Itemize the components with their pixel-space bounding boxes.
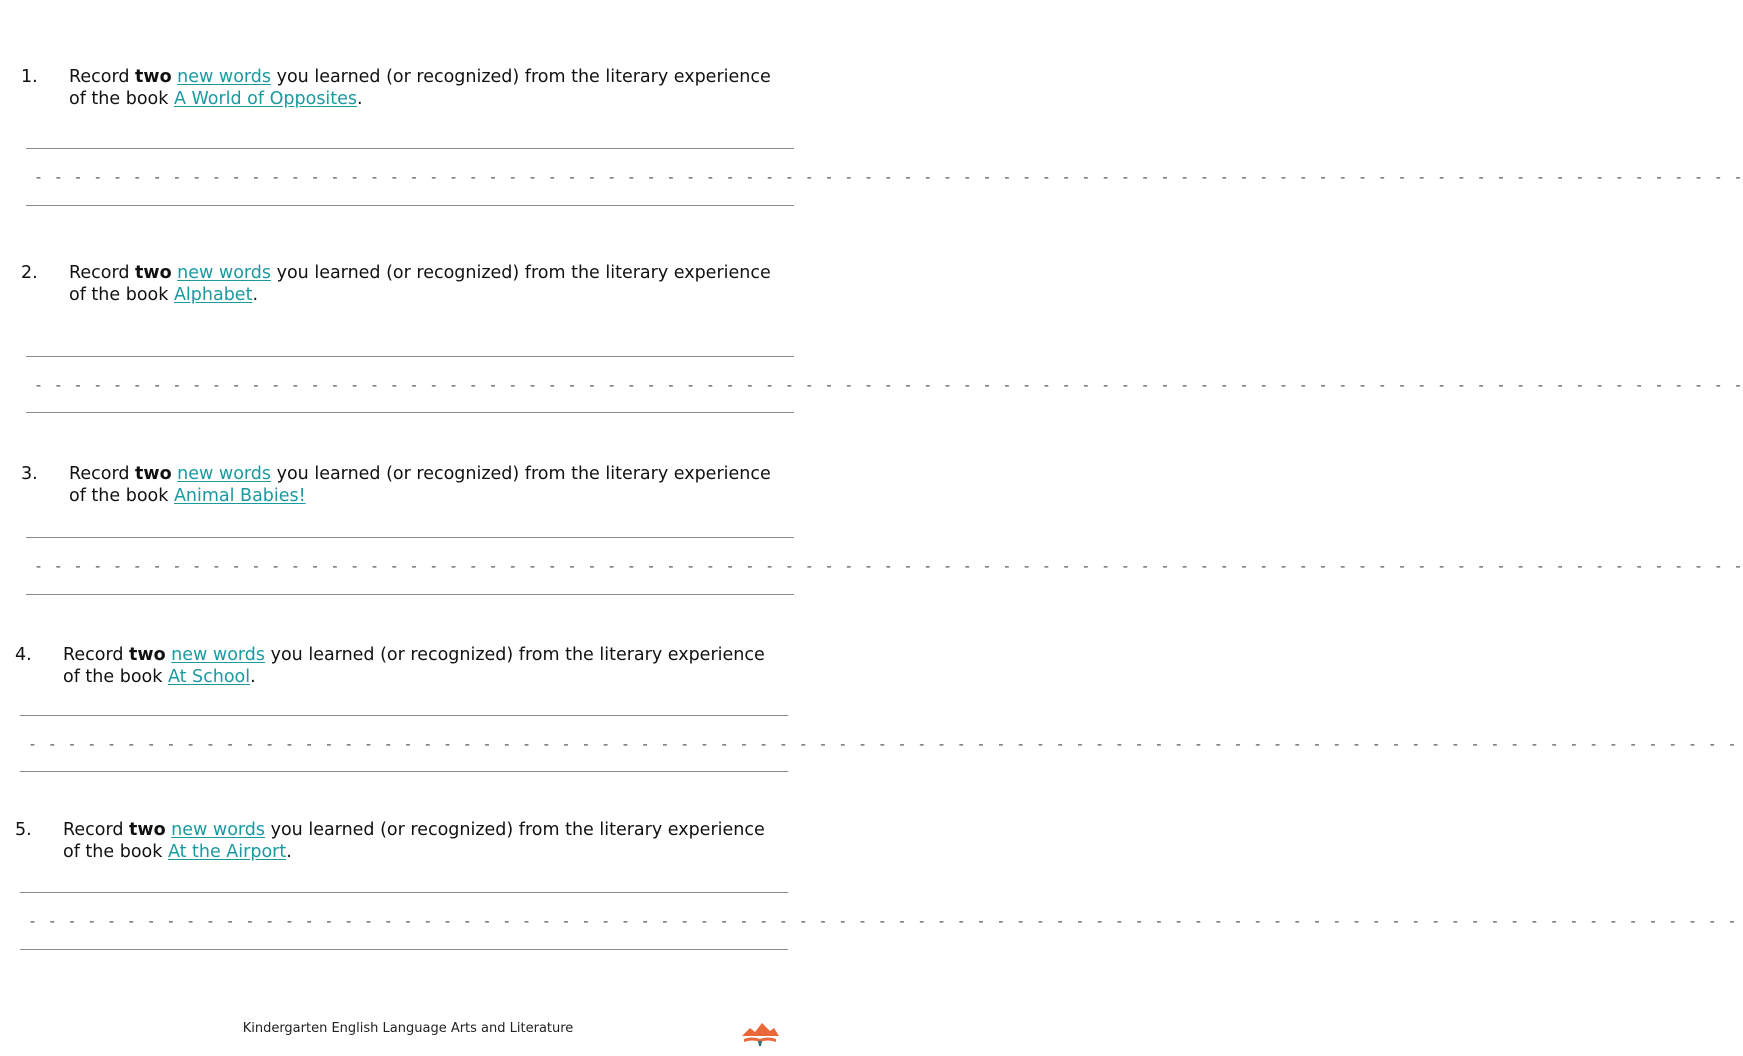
- question-text: Record two new words you learned (or recognized) from the literary experience of the book At the Airport.: [63, 820, 765, 862]
- book-title-link[interactable]: Alphabet: [173, 285, 253, 305]
- question-number: 3.: [21, 464, 38, 484]
- book-mountain-logo-icon: [740, 1020, 780, 1048]
- book-title-link[interactable]: At School: [167, 667, 251, 687]
- new-words-link[interactable]: new words: [177, 67, 272, 87]
- book-title-link[interactable]: At the Airport: [167, 842, 287, 862]
- answer-line-dashed[interactable]: - - - - - - - - - - - - - - - - - - - - - - - - - - - - - - - - - - - - - - - - - - - - - - - - - - - - - - - - - - - - - - - - - - - - - - - - - - - - - - - - - - - - - - -: [28, 735, 1738, 753]
- answer-line-top[interactable]: [26, 148, 794, 149]
- answer-line-bottom[interactable]: [26, 205, 794, 206]
- emphasis-two: two: [135, 263, 172, 283]
- question-text: Record two new words you learned (or recognized) from the literary experience of the book Alphabet.: [69, 263, 771, 305]
- new-words-link[interactable]: new words: [171, 645, 266, 665]
- answer-line-bottom[interactable]: [20, 949, 788, 950]
- answer-line-dashed[interactable]: - - - - - - - - - - - - - - - - - - - - - - - - - - - - - - - - - - - - - - - - - - - - - - - - - - - - - - - - - - - - - - - - - - - - - - - - - - - - - - - - - - - - - - -: [34, 376, 1743, 394]
- answer-line-top[interactable]: [20, 715, 788, 716]
- book-title-link[interactable]: Animal Babies!: [173, 486, 306, 506]
- answer-line-top[interactable]: [26, 537, 794, 538]
- question-number: 5.: [15, 820, 32, 840]
- answer-line-top[interactable]: [20, 892, 788, 893]
- new-words-link[interactable]: new words: [171, 820, 266, 840]
- emphasis-two: two: [135, 67, 172, 87]
- question-text: Record two new words you learned (or recognized) from the literary experience of the book Animal Babies!: [69, 464, 771, 506]
- book-title-link[interactable]: A World of Opposites: [173, 89, 358, 109]
- emphasis-two: two: [129, 820, 166, 840]
- answer-line-dashed[interactable]: - - - - - - - - - - - - - - - - - - - - - - - - - - - - - - - - - - - - - - - - - - - - - - - - - - - - - - - - - - - - - - - - - - - - - - - - - - - - - - - - - - - - - - -: [28, 912, 1738, 930]
- answer-line-dashed[interactable]: - - - - - - - - - - - - - - - - - - - - - - - - - - - - - - - - - - - - - - - - - - - - - - - - - - - - - - - - - - - - - - - - - - - - - - - - - - - - - - - - - - - - - - -: [34, 557, 1743, 575]
- question-number: 4.: [15, 645, 32, 665]
- answer-line-top[interactable]: [26, 356, 794, 357]
- new-words-link[interactable]: new words: [177, 263, 272, 283]
- answer-line-bottom[interactable]: [20, 771, 788, 772]
- answer-line-bottom[interactable]: [26, 412, 794, 413]
- emphasis-two: two: [129, 645, 166, 665]
- answer-line-dashed[interactable]: - - - - - - - - - - - - - - - - - - - - - - - - - - - - - - - - - - - - - - - - - - - - - - - - - - - - - - - - - - - - - - - - - - - - - - - - - - - - - - - - - - - - - - -: [34, 168, 1743, 186]
- question-number: 1.: [21, 67, 38, 87]
- emphasis-two: two: [135, 464, 172, 484]
- new-words-link[interactable]: new words: [177, 464, 272, 484]
- question-number: 2.: [21, 263, 38, 283]
- footer-text: Kindergarten English Language Arts and Literature: [242, 1021, 574, 1036]
- answer-line-bottom[interactable]: [26, 594, 794, 595]
- question-text: Record two new words you learned (or recognized) from the literary experience of the book At School.: [63, 645, 765, 687]
- question-text: Record two new words you learned (or recognized) from the literary experience of the book A World of Opposites.: [69, 67, 771, 109]
